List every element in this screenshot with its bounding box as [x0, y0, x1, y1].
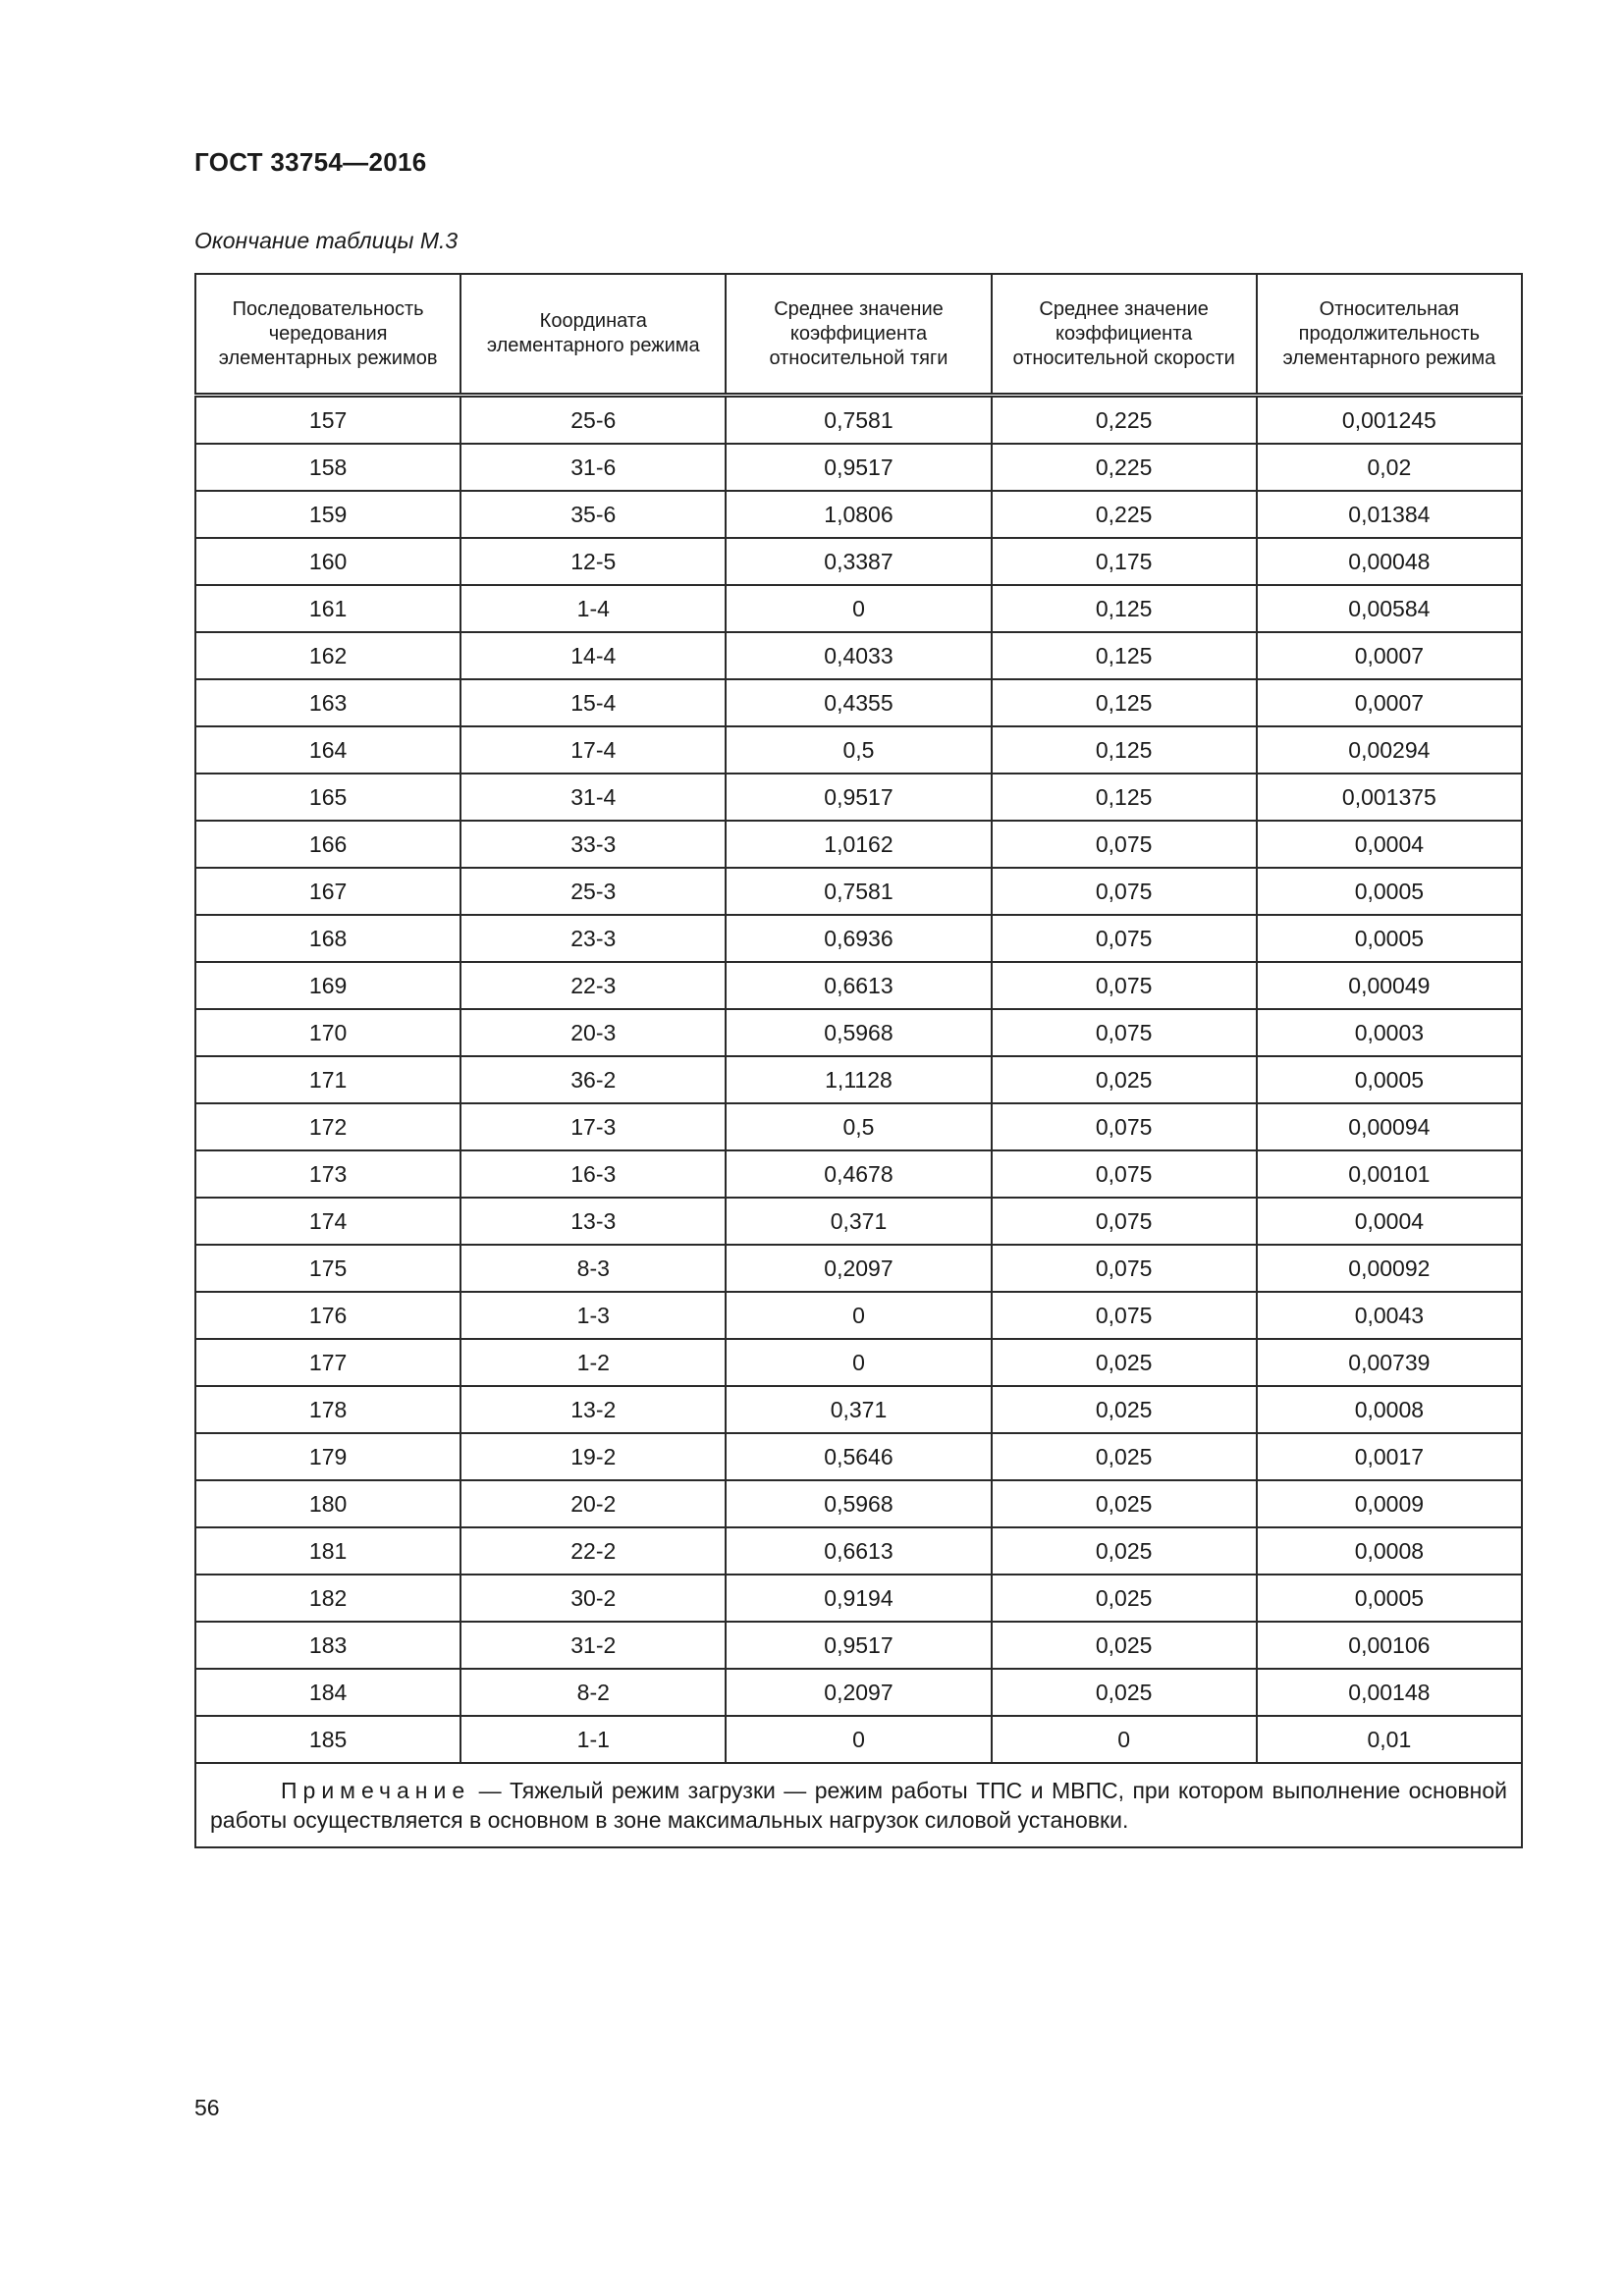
cell-relative-duration: 0,00294	[1257, 726, 1522, 774]
note-row	[195, 1763, 1522, 1847]
cell-relative-duration: 0,00739	[1257, 1339, 1522, 1386]
cell-sequence: 166	[195, 821, 460, 868]
cell-coordinate: 17-4	[460, 726, 726, 774]
table-row	[195, 679, 1522, 726]
cell-speed-coefficient: 0,075	[992, 1009, 1257, 1056]
table-row	[195, 632, 1522, 679]
cell-sequence: 185	[195, 1716, 460, 1763]
table-footer	[195, 1763, 1522, 1847]
cell-coordinate: 12-5	[460, 538, 726, 585]
cell-traction-coefficient: 0,4678	[726, 1150, 991, 1198]
table-row	[195, 538, 1522, 585]
cell-traction-coefficient: 0	[726, 585, 991, 632]
cell-relative-duration: 0,0007	[1257, 632, 1522, 679]
cell-sequence: 180	[195, 1480, 460, 1527]
cell-relative-duration: 0,00049	[1257, 962, 1522, 1009]
table-row	[195, 585, 1522, 632]
table-row	[195, 962, 1522, 1009]
cell-traction-coefficient: 0,7581	[726, 396, 991, 445]
table-row	[195, 1245, 1522, 1292]
cell-relative-duration: 0,0005	[1257, 915, 1522, 962]
cell-sequence: 160	[195, 538, 460, 585]
data-table	[194, 273, 1523, 1848]
table-row	[195, 396, 1522, 445]
cell-speed-coefficient: 0,075	[992, 1103, 1257, 1150]
table-row	[195, 1150, 1522, 1198]
table-row	[195, 444, 1522, 491]
cell-coordinate: 30-2	[460, 1575, 726, 1622]
cell-speed-coefficient: 0,025	[992, 1056, 1257, 1103]
table-row	[195, 1198, 1522, 1245]
cell-relative-duration: 0,00048	[1257, 538, 1522, 585]
cell-speed-coefficient: 0,225	[992, 396, 1257, 445]
table-row	[195, 1669, 1522, 1716]
cell-traction-coefficient: 0	[726, 1292, 991, 1339]
cell-traction-coefficient: 0,5	[726, 726, 991, 774]
cell-coordinate: 31-6	[460, 444, 726, 491]
cell-sequence: 165	[195, 774, 460, 821]
cell-speed-coefficient: 0,225	[992, 491, 1257, 538]
note-label: Примечание	[281, 1778, 471, 1803]
cell-traction-coefficient: 0,4033	[726, 632, 991, 679]
cell-coordinate: 1-3	[460, 1292, 726, 1339]
cell-relative-duration: 0,01	[1257, 1716, 1522, 1763]
cell-traction-coefficient: 1,1128	[726, 1056, 991, 1103]
cell-traction-coefficient: 1,0162	[726, 821, 991, 868]
cell-traction-coefficient: 0,3387	[726, 538, 991, 585]
cell-traction-coefficient: 0,5646	[726, 1433, 991, 1480]
cell-speed-coefficient: 0,125	[992, 679, 1257, 726]
cell-relative-duration: 0,0043	[1257, 1292, 1522, 1339]
cell-speed-coefficient: 0	[992, 1716, 1257, 1763]
cell-relative-duration: 0,00106	[1257, 1622, 1522, 1669]
cell-coordinate: 20-2	[460, 1480, 726, 1527]
cell-sequence: 171	[195, 1056, 460, 1103]
cell-traction-coefficient: 0,2097	[726, 1669, 991, 1716]
cell-sequence: 174	[195, 1198, 460, 1245]
cell-traction-coefficient: 1,0806	[726, 491, 991, 538]
cell-speed-coefficient: 0,025	[992, 1339, 1257, 1386]
cell-sequence: 179	[195, 1433, 460, 1480]
cell-coordinate: 17-3	[460, 1103, 726, 1150]
cell-speed-coefficient: 0,075	[992, 1150, 1257, 1198]
table-row	[195, 821, 1522, 868]
table-row	[195, 868, 1522, 915]
cell-traction-coefficient: 0,6936	[726, 915, 991, 962]
column-header-relative-duration: Относительная продолжительность элементарного режима	[1257, 274, 1522, 396]
cell-coordinate: 33-3	[460, 821, 726, 868]
cell-relative-duration: 0,01384	[1257, 491, 1522, 538]
cell-traction-coefficient: 0	[726, 1716, 991, 1763]
table-row	[195, 774, 1522, 821]
cell-coordinate: 1-2	[460, 1339, 726, 1386]
cell-coordinate: 35-6	[460, 491, 726, 538]
cell-traction-coefficient: 0,9517	[726, 1622, 991, 1669]
cell-relative-duration: 0,00148	[1257, 1669, 1522, 1716]
cell-traction-coefficient: 0,7581	[726, 868, 991, 915]
cell-relative-duration: 0,0009	[1257, 1480, 1522, 1527]
cell-coordinate: 31-4	[460, 774, 726, 821]
cell-relative-duration: 0,0005	[1257, 1056, 1522, 1103]
cell-sequence: 168	[195, 915, 460, 962]
cell-sequence: 158	[195, 444, 460, 491]
cell-sequence: 162	[195, 632, 460, 679]
cell-traction-coefficient: 0,9517	[726, 774, 991, 821]
cell-relative-duration: 0,00094	[1257, 1103, 1522, 1150]
cell-relative-duration: 0,001375	[1257, 774, 1522, 821]
note-text: — Тяжелый режим загрузки — режим работы ТПС и МВПС, при котором выполнение основной работы осуществляется в основном в зоне максимальных нагрузок силовой установки.	[210, 1778, 1507, 1833]
cell-traction-coefficient: 0,9517	[726, 444, 991, 491]
cell-speed-coefficient: 0,125	[992, 632, 1257, 679]
cell-coordinate: 36-2	[460, 1056, 726, 1103]
cell-speed-coefficient: 0,125	[992, 774, 1257, 821]
cell-sequence: 173	[195, 1150, 460, 1198]
cell-sequence: 167	[195, 868, 460, 915]
cell-sequence: 161	[195, 585, 460, 632]
cell-coordinate: 19-2	[460, 1433, 726, 1480]
cell-coordinate: 15-4	[460, 679, 726, 726]
cell-speed-coefficient: 0,025	[992, 1386, 1257, 1433]
cell-relative-duration: 0,00092	[1257, 1245, 1522, 1292]
cell-relative-duration: 0,00584	[1257, 585, 1522, 632]
cell-relative-duration: 0,0008	[1257, 1527, 1522, 1575]
cell-coordinate: 1-1	[460, 1716, 726, 1763]
table-row	[195, 1433, 1522, 1480]
cell-speed-coefficient: 0,075	[992, 868, 1257, 915]
cell-traction-coefficient: 0	[726, 1339, 991, 1386]
cell-relative-duration: 0,0004	[1257, 1198, 1522, 1245]
table-body	[195, 396, 1522, 1764]
table-row	[195, 1009, 1522, 1056]
cell-sequence: 182	[195, 1575, 460, 1622]
cell-speed-coefficient: 0,075	[992, 1245, 1257, 1292]
cell-traction-coefficient: 0,4355	[726, 679, 991, 726]
cell-speed-coefficient: 0,075	[992, 1292, 1257, 1339]
cell-speed-coefficient: 0,075	[992, 915, 1257, 962]
cell-traction-coefficient: 0,6613	[726, 1527, 991, 1575]
cell-traction-coefficient: 0,5968	[726, 1009, 991, 1056]
table-row	[195, 491, 1522, 538]
cell-speed-coefficient: 0,025	[992, 1433, 1257, 1480]
note-cell	[195, 1763, 1522, 1847]
cell-coordinate: 16-3	[460, 1150, 726, 1198]
cell-sequence: 183	[195, 1622, 460, 1669]
cell-coordinate: 8-2	[460, 1669, 726, 1716]
table-row	[195, 1056, 1522, 1103]
cell-traction-coefficient: 0,9194	[726, 1575, 991, 1622]
cell-coordinate: 23-3	[460, 915, 726, 962]
cell-coordinate: 13-2	[460, 1386, 726, 1433]
cell-coordinate: 31-2	[460, 1622, 726, 1669]
cell-sequence: 157	[195, 396, 460, 445]
cell-speed-coefficient: 0,075	[992, 1198, 1257, 1245]
cell-relative-duration: 0,0017	[1257, 1433, 1522, 1480]
cell-relative-duration: 0,0004	[1257, 821, 1522, 868]
table-row	[195, 1480, 1522, 1527]
cell-relative-duration: 0,0003	[1257, 1009, 1522, 1056]
table-row	[195, 1527, 1522, 1575]
column-header-traction-coefficient: Среднее значение коэффициента относительной тяги	[726, 274, 991, 396]
cell-relative-duration: 0,0007	[1257, 679, 1522, 726]
cell-traction-coefficient: 0,6613	[726, 962, 991, 1009]
table-row	[195, 1575, 1522, 1622]
cell-sequence: 184	[195, 1669, 460, 1716]
cell-speed-coefficient: 0,125	[992, 726, 1257, 774]
table-row	[195, 1339, 1522, 1386]
column-header-speed-coefficient: Среднее значение коэффициента относительной скорости	[992, 274, 1257, 396]
cell-coordinate: 20-3	[460, 1009, 726, 1056]
cell-coordinate: 14-4	[460, 632, 726, 679]
column-header-coordinate: Координата элементарного режима	[460, 274, 726, 396]
cell-relative-duration: 0,0005	[1257, 1575, 1522, 1622]
cell-speed-coefficient: 0,175	[992, 538, 1257, 585]
column-header-sequence: Последовательность чередования элементарных режимов	[195, 274, 460, 396]
table-row	[195, 1103, 1522, 1150]
cell-sequence: 164	[195, 726, 460, 774]
cell-speed-coefficient: 0,025	[992, 1527, 1257, 1575]
cell-speed-coefficient: 0,025	[992, 1669, 1257, 1716]
cell-traction-coefficient: 0,371	[726, 1198, 991, 1245]
cell-sequence: 178	[195, 1386, 460, 1433]
cell-speed-coefficient: 0,025	[992, 1622, 1257, 1669]
cell-sequence: 169	[195, 962, 460, 1009]
cell-sequence: 177	[195, 1339, 460, 1386]
cell-coordinate: 25-6	[460, 396, 726, 445]
cell-relative-duration: 0,0008	[1257, 1386, 1522, 1433]
cell-coordinate: 13-3	[460, 1198, 726, 1245]
cell-speed-coefficient: 0,075	[992, 821, 1257, 868]
cell-relative-duration: 0,001245	[1257, 396, 1522, 445]
cell-coordinate: 22-3	[460, 962, 726, 1009]
cell-sequence: 181	[195, 1527, 460, 1575]
cell-coordinate: 22-2	[460, 1527, 726, 1575]
cell-traction-coefficient: 0,371	[726, 1386, 991, 1433]
cell-sequence: 159	[195, 491, 460, 538]
cell-sequence: 170	[195, 1009, 460, 1056]
table-caption: Окончание таблицы М.3	[194, 228, 459, 253]
cell-speed-coefficient: 0,025	[992, 1480, 1257, 1527]
cell-relative-duration: 0,00101	[1257, 1150, 1522, 1198]
cell-speed-coefficient: 0,075	[992, 962, 1257, 1009]
table-header-row	[195, 274, 1522, 396]
document-code: ГОСТ 33754—2016	[194, 147, 427, 177]
cell-speed-coefficient: 0,025	[992, 1575, 1257, 1622]
table-row	[195, 915, 1522, 962]
table-row	[195, 1292, 1522, 1339]
cell-relative-duration: 0,02	[1257, 444, 1522, 491]
cell-traction-coefficient: 0,5	[726, 1103, 991, 1150]
cell-coordinate: 25-3	[460, 868, 726, 915]
page-number: 56	[194, 2095, 220, 2120]
cell-relative-duration: 0,0005	[1257, 868, 1522, 915]
table-row	[195, 1622, 1522, 1669]
cell-coordinate: 1-4	[460, 585, 726, 632]
cell-sequence: 163	[195, 679, 460, 726]
cell-coordinate: 8-3	[460, 1245, 726, 1292]
cell-sequence: 175	[195, 1245, 460, 1292]
table-header	[195, 274, 1522, 396]
cell-sequence: 172	[195, 1103, 460, 1150]
cell-speed-coefficient: 0,225	[992, 444, 1257, 491]
table-row	[195, 1386, 1522, 1433]
table-row	[195, 1716, 1522, 1763]
table-row	[195, 726, 1522, 774]
cell-traction-coefficient: 0,5968	[726, 1480, 991, 1527]
cell-traction-coefficient: 0,2097	[726, 1245, 991, 1292]
cell-speed-coefficient: 0,125	[992, 585, 1257, 632]
cell-sequence: 176	[195, 1292, 460, 1339]
